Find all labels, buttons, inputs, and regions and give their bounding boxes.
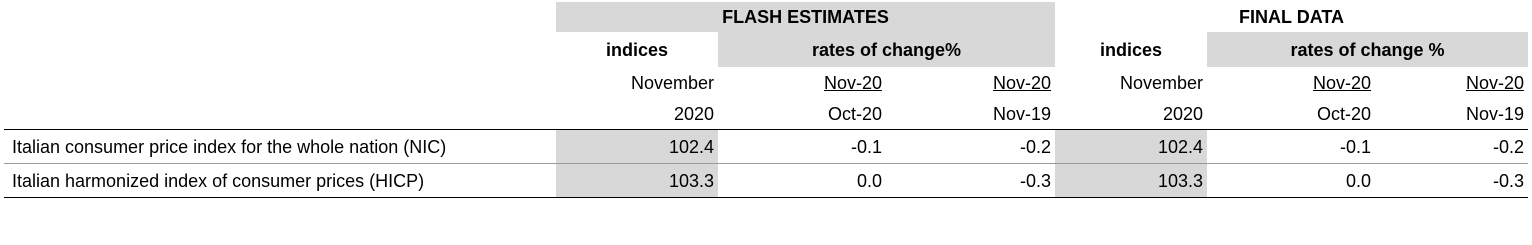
final-mom-value: -0.1 <box>1207 130 1375 164</box>
cpi-estimates-table <box>4 2 1528 198</box>
group-header-row <box>4 2 1528 32</box>
row-label-nic: Italian consumer price index for the whole nation (NIC) <box>4 130 556 164</box>
final-mom-value: 0.0 <box>1207 164 1375 198</box>
flash-yoy-bottom: Nov-19 <box>886 98 1055 130</box>
table-row <box>4 164 1528 198</box>
period-header-row-2 <box>4 98 1528 130</box>
flash-yoy-value: -0.3 <box>886 164 1055 198</box>
flash-yoy-value: -0.2 <box>886 130 1055 164</box>
final-yoy-value: -0.2 <box>1375 130 1528 164</box>
final-yoy-bottom: Nov-19 <box>1375 98 1528 130</box>
flash-yoy-top-label: Nov-20 <box>993 72 1052 93</box>
flash-mom-value: -0.1 <box>718 130 886 164</box>
flash-index-value: 103.3 <box>556 164 718 198</box>
table-row <box>4 130 1528 164</box>
empty-corner-2 <box>4 32 556 67</box>
flash-mom-top-label: Nov-20 <box>823 72 882 93</box>
final-mom-top-label: Nov-20 <box>1313 72 1372 93</box>
final-yoy-top <box>1375 67 1528 98</box>
flash-rates-header: rates of change% <box>718 32 1055 67</box>
flash-mom-value: 0.0 <box>718 164 886 198</box>
empty-corner <box>4 2 556 32</box>
final-mom-top <box>1207 67 1375 98</box>
flash-indices-header: indices <box>605 39 669 60</box>
final-data-header: FINAL DATA <box>1239 7 1345 27</box>
empty-corner-4 <box>4 98 556 130</box>
subheader-row <box>4 32 1528 67</box>
final-index-month: November <box>1120 72 1204 93</box>
flash-index-year: 2020 <box>556 98 718 130</box>
flash-mom-bottom: Oct-20 <box>718 98 886 130</box>
final-index-year: 2020 <box>1055 98 1207 130</box>
flash-estimates-header: FLASH ESTIMATES <box>556 2 1055 32</box>
flash-index-month: November <box>630 72 714 93</box>
final-index-value: 103.3 <box>1055 164 1207 198</box>
row-label-hicp: Italian harmonized index of consumer prices (HICP) <box>4 164 556 198</box>
final-indices-header: indices <box>1100 39 1163 60</box>
empty-corner-3 <box>4 67 556 98</box>
flash-index-value: 102.4 <box>556 130 718 164</box>
final-mom-bottom: Oct-20 <box>1207 98 1375 130</box>
flash-mom-top <box>718 67 886 98</box>
final-index-value: 102.4 <box>1055 130 1207 164</box>
final-yoy-top-label: Nov-20 <box>1466 72 1525 93</box>
period-header-row-1 <box>4 67 1528 98</box>
final-yoy-value: -0.3 <box>1375 164 1528 198</box>
flash-yoy-top <box>886 67 1055 98</box>
final-rates-header: rates of change % <box>1207 32 1528 67</box>
